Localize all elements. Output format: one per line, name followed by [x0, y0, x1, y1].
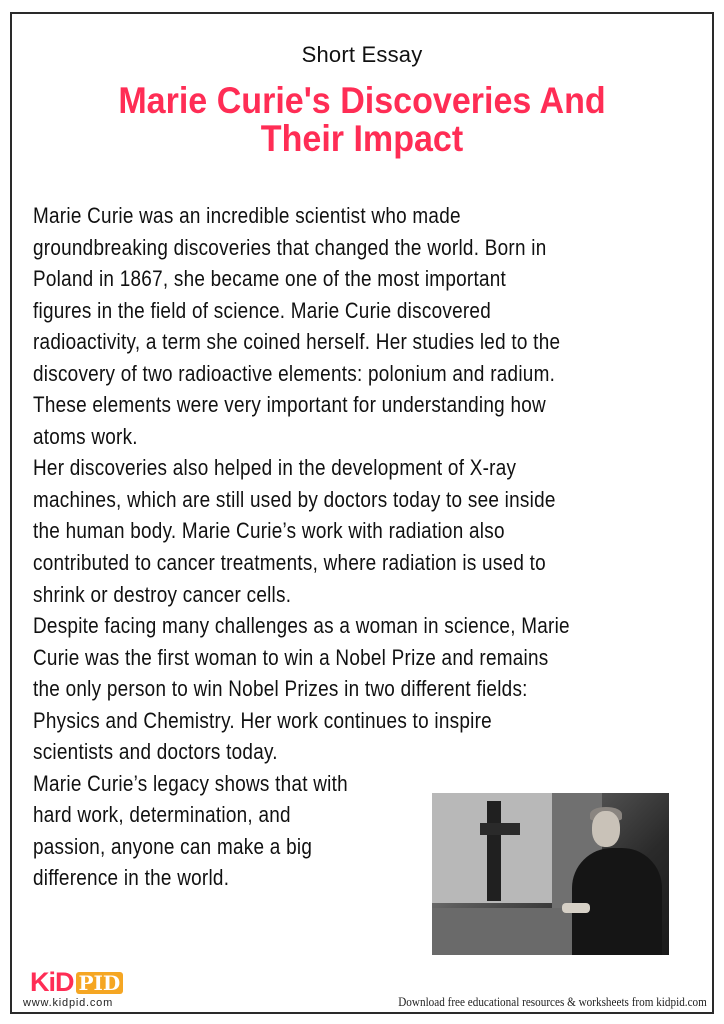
photo-wall [432, 793, 572, 903]
essay-line: machines, which are still used by doctors today to see inside [33, 486, 556, 512]
essay-line: the human body. Marie Curie’s work with radiation also [33, 518, 505, 544]
photo-table [432, 908, 592, 955]
essay-line: Marie Curie was an incredible scientist who made [33, 203, 461, 228]
photo-head [592, 811, 620, 847]
photo-apparatus [487, 801, 501, 901]
essay-line: These elements were very important for understanding how [33, 392, 546, 418]
title-line-1: Marie Curie's Discoveries And [118, 80, 606, 121]
essay-line: passion, anyone can make a big [33, 833, 313, 859]
photo-hand [562, 903, 590, 913]
essay-type-label: Short Essay [301, 42, 423, 67]
essay-line: scientists and doctors today. [33, 739, 278, 765]
kidpid-logo [30, 967, 123, 997]
essay-line: Marie Curie’s legacy shows that with [33, 770, 348, 796]
page-title [29, 82, 695, 158]
essay-line: difference in the world. [33, 865, 230, 891]
essay-line: hard work, determination, and [33, 802, 291, 828]
essay-body [33, 200, 723, 894]
essay-line: Despite facing many challenges as a woman in science, Marie [33, 613, 570, 639]
photo-apparatus-top [480, 823, 520, 835]
logo-url: www.kidpid.com [23, 997, 114, 1009]
essay-line: atoms work. [33, 423, 138, 449]
marie-curie-photo [432, 793, 669, 955]
essay-line: groundbreaking discoveries that changed the world. Born in [33, 234, 547, 260]
essay-line: contributed to cancer treatments, where radiation is used to [33, 550, 546, 576]
essay-line: Physics and Chemistry. Her work continues to inspire [33, 707, 492, 733]
essay-line: Poland in 1867, she became one of the most important [33, 266, 507, 292]
logo-pid-badge: PID [76, 972, 124, 994]
logo-kid-text: KiD [30, 967, 74, 997]
title-line-2: Their Impact [260, 118, 464, 159]
photo-person [572, 848, 662, 955]
essay-line: discovery of two radioactive elements: polonium and radium. [33, 360, 556, 386]
essay-line: Curie was the first woman to win a Nobel Prize and remains [33, 644, 549, 670]
essay-line: Her discoveries also helped in the development of X-ray [33, 455, 517, 481]
footer-download-note: Download free educational resources & worksheets from kidpid.com [398, 994, 707, 1009]
essay-line: figures in the field of science. Marie Curie discovered [33, 297, 491, 323]
essay-line: the only person to win Nobel Prizes in two different fields: [33, 676, 528, 702]
essay-line: radioactivity, a term she coined herself. Her studies led to the [33, 329, 561, 355]
essay-line: shrink or destroy cancer cells. [33, 581, 292, 607]
